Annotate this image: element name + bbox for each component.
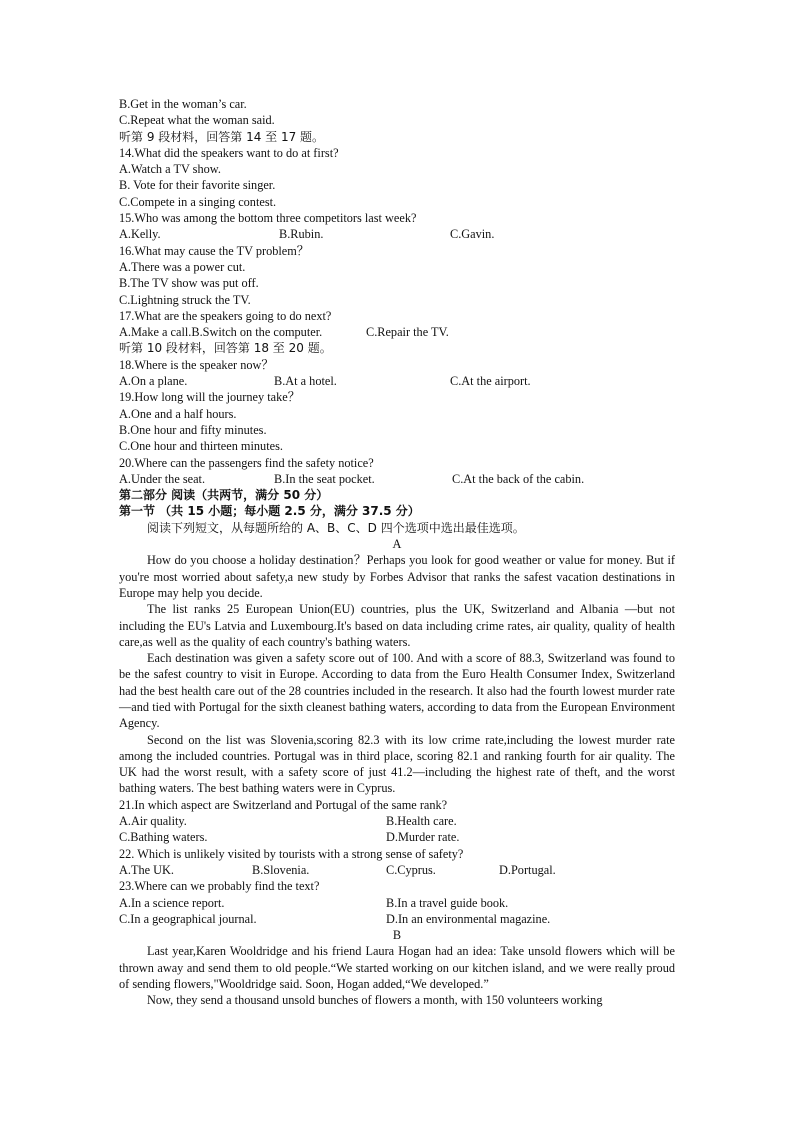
- option-line: A.There was a power cut.: [119, 259, 246, 274]
- paragraph: How do you choose a holiday destination？Perhaps you look for good weather or value for money. But if you're most worried about safety,a new study by Forbes Advisor that ranks the safest vacation destinations in Europe may help you decide.: [119, 553, 675, 600]
- question-stem: 20.Where can the passengers find the safety notice?: [119, 455, 374, 470]
- option-row: [119, 373, 675, 389]
- option-a: A.In a science report.: [119, 895, 225, 910]
- option-line: C.Compete in a singing contest.: [119, 194, 277, 209]
- passage-label: B: [392, 928, 402, 943]
- section-title: 第一节 （共 15 小题；每小题 2.5 分，满分 37.5 分）: [119, 504, 420, 519]
- option-row: [119, 324, 675, 340]
- option-line: A.Watch a TV show.: [119, 162, 221, 177]
- option-d: D.In an environmental magazine.: [386, 911, 551, 926]
- paragraph: Each destination was given a safety score out of 100. And with a score of 88.3, Switzerland was found to be the safest country to visit in Europe. According to data from the Euro Health Consumer Index, Switzerland had the best health care out of the 28 countries included in the research. It also had the fourth lowest murder rate—and tied with Portugal for the sixth cleanest bathing waters, according to data from the European Environment Agency.: [119, 651, 675, 731]
- option-d: D.Portugal.: [499, 862, 556, 877]
- option-line: A.One and a half hours.: [119, 406, 237, 421]
- option-c: C.Gavin.: [450, 227, 495, 242]
- option-line: B.Get in the woman’s car.: [119, 97, 247, 111]
- option-b: B.Health care.: [386, 814, 457, 829]
- option-row: [119, 471, 675, 487]
- paragraph: The list ranks 25 European Union(EU) countries, plus the UK, Switzerland and Albania —but not including the EU's Latvia and Luxembourg.It's based on data including crime rates, air quality, quality of health care,as well as the quality of each country's bathing waters.: [119, 602, 675, 649]
- question-stem: 17.What are the speakers going to do next?: [119, 308, 332, 323]
- option-ab: A.Make a call.B.Switch on the computer.: [119, 325, 323, 340]
- option-row: [119, 911, 675, 927]
- option-a: A.Under the seat.: [119, 471, 206, 486]
- passage-label: A: [392, 537, 402, 552]
- section-header: 听第 10 段材料，回答第 18 至 20 题。: [119, 341, 332, 356]
- option-c: C.At the back of the cabin.: [452, 471, 585, 486]
- question-stem: 23.Where can we probably find the text?: [119, 879, 320, 894]
- option-b: B.Rubin.: [279, 227, 324, 242]
- paragraph: Now, they send a thousand unsold bunches of flowers a month, with 150 volunteers working: [147, 993, 603, 1008]
- option-a: A.Air quality.: [119, 814, 187, 829]
- option-c: C.Cyprus.: [386, 862, 436, 877]
- exam-page: [119, 96, 675, 1009]
- question-stem: 19.How long will the journey take？: [119, 390, 301, 405]
- option-a: A.On a plane.: [119, 374, 188, 389]
- option-b: B.At a hotel.: [274, 374, 337, 389]
- option-c: C.Repair the TV.: [366, 325, 449, 340]
- option-line: C.Repeat what the woman said.: [119, 113, 275, 128]
- option-c: C.In a geographical journal.: [119, 911, 257, 926]
- option-row: [119, 226, 675, 242]
- option-line: B.One hour and fifty minutes.: [119, 422, 267, 437]
- option-d: D.Murder rate.: [386, 830, 460, 845]
- option-b: B.In the seat pocket.: [274, 471, 375, 486]
- instruction: 阅读下列短文，从每题所给的 A、B、C、D 四个选项中选出最佳选项。: [147, 520, 525, 535]
- option-line: B.The TV show was put off.: [119, 276, 259, 291]
- option-line: C.One hour and thirteen minutes.: [119, 439, 283, 454]
- question-stem: 22. Which is unlikely visited by tourists with a strong sense of safety?: [119, 846, 464, 861]
- question-stem: 15.Who was among the bottom three competitors last week?: [119, 211, 417, 226]
- part-title: 第二部分 阅读（共两节，满分 50 分）: [119, 488, 329, 503]
- option-a: A.Kelly.: [119, 227, 161, 242]
- option-line: B. Vote for their favorite singer.: [119, 178, 276, 193]
- paragraph: Last year,Karen Wooldridge and his friend Laura Hogan had an idea: Take unsold flowers which will be thrown away and send them to old people.“We started working on our kitchen island, and we were really proud of sending flowers,"Wooldridge said. Soon, Hogan added,“We developed.”: [119, 944, 675, 992]
- option-row: [119, 862, 675, 878]
- option-line: C.Lightning struck the TV.: [119, 292, 251, 307]
- option-row: [119, 829, 675, 845]
- question-stem: 14.What did the speakers want to do at first?: [119, 145, 339, 160]
- option-c: C.At the airport.: [450, 374, 531, 389]
- option-a: A.The UK.: [119, 862, 174, 877]
- option-row: [119, 895, 675, 911]
- section-header: 听第 9 段材料，回答第 14 至 17 题。: [119, 129, 325, 144]
- option-b: B.Slovenia.: [252, 862, 310, 877]
- paragraph: Second on the list was Slovenia,scoring 82.3 with its low crime rate,including the lowest murder rate among the included countries. Portugal was in third place, scoring 82.1 and ranking fourth for air quality. The UK had the worst result, with a safety score of just 41.2—including the highest rate of theft, and the worst bathing waters. The best bathing waters were in Cyprus.: [119, 732, 675, 796]
- question-stem: 18.Where is the speaker now？: [119, 357, 274, 372]
- option-b: B.In a travel guide book.: [386, 895, 509, 910]
- option-row: [119, 813, 675, 829]
- question-stem: 21.In which aspect are Switzerland and Portugal of the same rank?: [119, 797, 448, 812]
- question-stem: 16.What may cause the TV problem？: [119, 243, 310, 258]
- option-c: C.Bathing waters.: [119, 830, 208, 845]
